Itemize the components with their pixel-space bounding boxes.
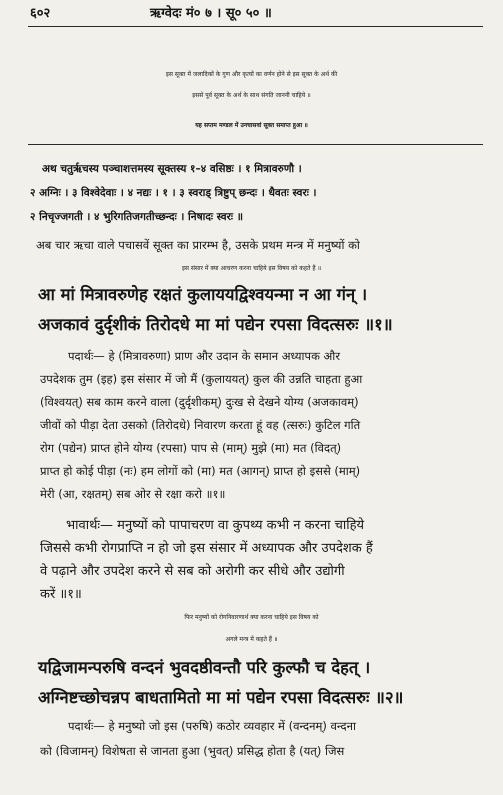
bhavartha1-line-1: भावार्थः— मनुष्यों को पापाचरण वा कुपथ्य कभी न करना चाहिये (66, 518, 365, 533)
sukta-completion-note: यह सप्तम मण्डल में उनचासवां सूक्त समाप्त हुआ ॥ (195, 122, 308, 129)
padartha1-line-3: (विश्वयत्) सब काम करने वाला (दुर्दृशीकम्) दुःख से देखने योग्य (अजकावम्) (40, 395, 359, 409)
page-number: ६०२ (30, 6, 51, 21)
padartha2-line-1: पदार्थः— हे मनुष्यो जो इस (परुषि) कठोर व्यवहार में (वन्दनम्) वन्दना (68, 719, 356, 733)
intro-line-1: इस सूक्त में जलादिकों के गुण और कृत्यों का वर्णन होने से इस सूक्त के अर्थ की (165, 71, 338, 78)
mantra1-line-2: अजकावं दुर्दृशीकं तिरोदधे मा मां पद्येन रपसा विदत्सरुः ॥१॥ (38, 315, 393, 334)
bhavartha1-line-4: करें ॥१॥ (40, 587, 82, 602)
anukramani-line-1: अथ चतुर्ऋचस्य पञ्चाशत्तमस्य सूक्तस्य १–४ वसिष्ठः । १ मित्रावरुणौ । (42, 163, 302, 175)
padartha1-line-1: पदार्थः— हे (मित्रावरुणा) प्राण और उदान के समान अध्यापक और (68, 349, 341, 363)
padartha1-line-5: रोग (पद्येन) प्राप्त होने योग्य (रपसा) पाप से (माम्) मुझे (मा) मत (विदत्) (40, 441, 342, 455)
mantra2-intro-line-2: अगले मन्त्र में कहते हैं ॥ (225, 636, 278, 643)
padartha1-line-4: जीवों को पीड़ा देता उसको (तिरोदधे) निवारण करता हूं वह (त्सरुः) कुटिल गति (40, 418, 361, 432)
mantra2-line-1: यद्विजामन्परुषि वन्दनं भुवदष्ठीवन्तौ परि कुल्फौ च देहत् । (38, 658, 371, 677)
padartha2-line-2: को (विजामन्) विशेषता से जानता हुआ (भुवत्) प्रसिद्ध होता है (यत्) जिस (40, 744, 345, 758)
padartha1-line-6: प्राप्त हो कोई पीड़ा (नः) हम लोगों को (मा) मत (आगन्) प्राप्त हो इससे (माम्) (40, 464, 361, 478)
padartha1-line-7: मेरी (आ, रक्षतम्) सब ओर से रक्षा करो ॥१॥ (40, 487, 226, 501)
mantra1-intro-line-2: इस संसार में क्या आचरण करना चाहिये इस विषय को कहते हैं ॥ (181, 265, 322, 272)
header-rule (28, 26, 483, 27)
running-title: ऋग्वेदः मं० ७ । सू० ५० ॥ (150, 6, 272, 21)
mantra2-intro-line-1: फिर मनुष्यों को रोगनिवारणार्थ क्या करना चाहिये इस विषय को (184, 614, 319, 621)
bhavartha1-line-2: जिससे कभी रोगप्राप्ति न हो जो इस संसार में अध्यापक और उपदेशक हैं (40, 541, 373, 556)
intro-line-2: इससे पूर्व सूक्त के अर्थ के साथ संगति जाननी चाहिये ॥ (192, 92, 311, 99)
anukramani-line-3: २ निचृज्जगती । ४ भुरिगतिजगतीच्छन्दः । निषादः स्वरः ॥ (30, 211, 243, 223)
mantra2-line-2: अग्निष्टच्छोचन्नप बाधतामितो मा मां पद्येन रपसा विदत्सरुः ॥२॥ (38, 688, 404, 707)
anukramani-line-2: २ अग्निः । ३ विश्वेदेवाः । ४ नद्यः । १ । ३ स्वराड् त्रिष्टुप् छन्दः । धैवतः स्वरः । (30, 187, 317, 199)
bhavartha1-line-3: वे पढ़ाने और उपदेश करने से सब को अरोगी कर सीधे और उद्योगी (40, 564, 345, 579)
section-rule (28, 144, 483, 145)
padartha1-line-2: उपदेशक तुम (इह) इस संसार में जो मैं (कुलाययत्) कुल की उन्नति चाहता हुआ (40, 372, 363, 386)
mantra1-intro-line-1: अब चार ऋचा वाले पचासवें सूक्त का प्रारम्भ है, उसके प्रथम मन्त्र में मनुष्यों को (36, 238, 360, 252)
mantra1-line-1: आ मां मित्रावरुणेह रक्षतं कुलाययद्विश्वयन्मा न आ गंन् । (38, 285, 368, 304)
